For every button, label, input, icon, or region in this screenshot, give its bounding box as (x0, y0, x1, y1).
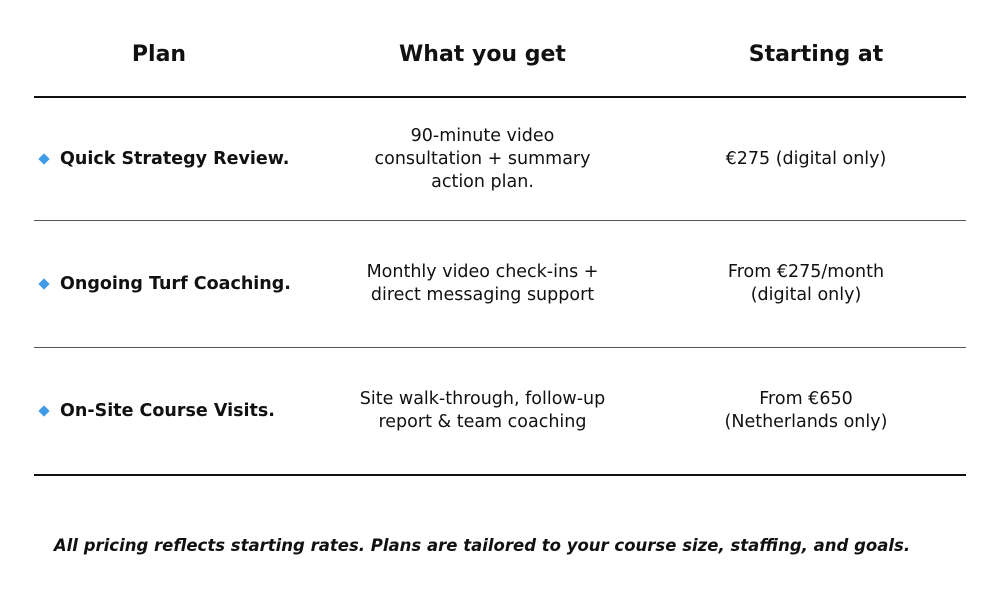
diamond-bullet-icon (38, 405, 49, 416)
what-you-get-cell (324, 348, 641, 474)
pricing-table (34, 0, 966, 476)
starting-at-cell (656, 348, 956, 474)
what-you-get-cell (324, 98, 641, 220)
diamond-bullet-icon (38, 153, 49, 164)
plan-name: Ongoing Turf Coaching. (60, 274, 291, 294)
plan-cell (34, 98, 324, 220)
table-row (34, 98, 966, 221)
plan-cell (34, 348, 324, 474)
what-you-get-cell (324, 221, 641, 347)
header-starting-at: Starting at (748, 42, 884, 67)
plan-name: On-Site Course Visits. (60, 401, 275, 421)
starting-at-cell (656, 98, 956, 220)
header-what-you-get: What you get (399, 42, 566, 67)
table-row (34, 221, 966, 348)
starting-at-text: From €650 (Netherlands only) (724, 389, 888, 432)
what-you-get-text: 90-minute video consultation + summary action plan. (374, 125, 591, 192)
what-you-get-text: Monthly video check-ins + direct messaging support (366, 262, 599, 305)
table-header (34, 0, 966, 98)
starting-at-text: €275 (digital only) (725, 148, 887, 169)
table-row (34, 348, 966, 476)
starting-at-cell (656, 221, 956, 347)
diamond-bullet-icon (38, 278, 49, 289)
header-plan: Plan (131, 42, 187, 67)
starting-at-text: From €275/month (digital only) (727, 262, 885, 305)
plan-name: Quick Strategy Review. (60, 149, 290, 169)
pricing-footnote: All pricing reflects starting rates. Plans are tailored to your course size, staffing, and goals. (53, 536, 911, 555)
what-you-get-text: Site walk-through, follow-up report & team coaching (359, 389, 606, 432)
plan-cell (34, 221, 324, 347)
